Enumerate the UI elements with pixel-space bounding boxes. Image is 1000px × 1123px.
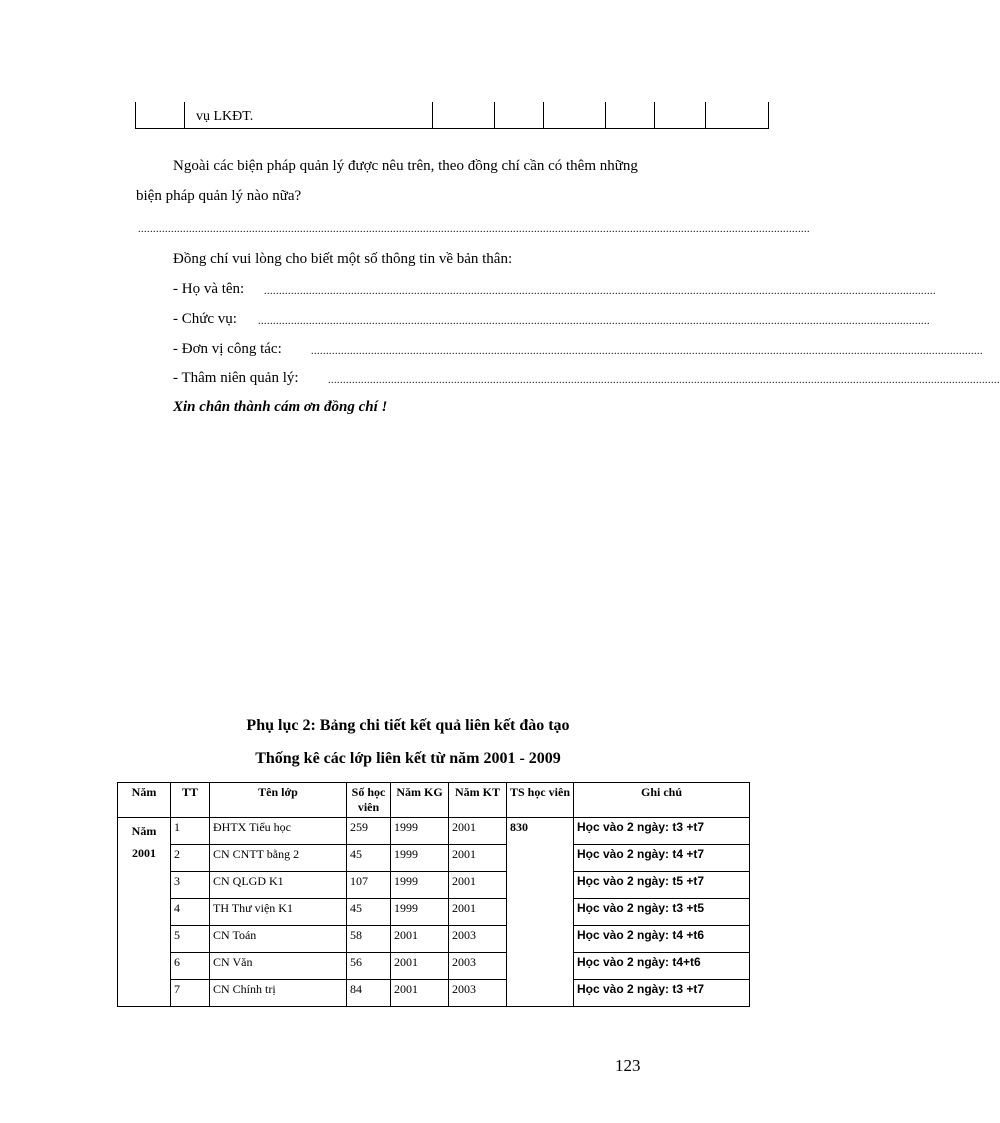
class-name-cell: CN Văn <box>210 953 347 980</box>
table-row <box>118 872 750 899</box>
note-cell: Học vào 2 ngày: t5 +t7 <box>574 872 750 899</box>
column-divider <box>432 102 433 128</box>
start-year-cell: 2001 <box>391 953 449 980</box>
start-year-cell: 1999 <box>391 845 449 872</box>
tt-cell: 3 <box>171 872 210 899</box>
students-cell: 45 <box>347 899 391 926</box>
header-total: TS học viên <box>507 783 574 818</box>
question-line-1: Ngoài các biện pháp quản lý được nêu trên, theo đồng chí cần có thêm những <box>173 158 638 174</box>
appendix-title: Phụ lục 2: Bảng chi tiết kết quả liên kết đào tạo <box>246 717 570 734</box>
appendix-subtitle: Thống kê các lớp liên kết từ năm 2001 - 2009 <box>255 750 561 767</box>
tt-cell: 1 <box>171 818 210 845</box>
header-note: Ghi chú <box>574 783 750 818</box>
note-cell: Học vào 2 ngày: t4 +t6 <box>574 926 750 953</box>
table-row <box>118 818 750 845</box>
students-cell: 84 <box>347 980 391 1007</box>
class-name-cell: CN CNTT bằng 2 <box>210 845 347 872</box>
question-line-2: biện pháp quản lý nào nữa? <box>136 188 302 204</box>
header-class-name: Tên lớp <box>210 783 347 818</box>
class-name-cell: CN Toán <box>210 926 347 953</box>
end-year-cell: 2003 <box>449 953 507 980</box>
unit-dotted-line: ................................................................................................................................................................................................................................ <box>311 346 983 357</box>
students-cell: 58 <box>347 926 391 953</box>
training-classes-table <box>117 782 750 1007</box>
column-divider <box>654 102 655 128</box>
end-year-cell: 2001 <box>449 872 507 899</box>
table-fragment-top <box>135 102 769 129</box>
students-cell: 107 <box>347 872 391 899</box>
table-row <box>118 845 750 872</box>
end-year-cell: 2001 <box>449 845 507 872</box>
note-cell: Học vào 2 ngày: t4+t6 <box>574 953 750 980</box>
total-students-cell: 830 <box>507 818 574 1007</box>
start-year-cell: 1999 <box>391 818 449 845</box>
class-name-cell: ĐHTX Tiểu học <box>210 818 347 845</box>
tt-cell: 7 <box>171 980 210 1007</box>
seniority-label: - Thâm niên quản lý: <box>173 370 299 386</box>
table-row <box>118 926 750 953</box>
header-start-year: Năm KG <box>391 783 449 818</box>
table-cell-text: vụ LKĐT. <box>196 109 254 124</box>
students-cell: 259 <box>347 818 391 845</box>
class-name-cell: CN Chính trị <box>210 980 347 1007</box>
position-dotted-line: ................................................................................................................................................................................................................................ <box>258 316 930 327</box>
start-year-cell: 1999 <box>391 899 449 926</box>
personal-info-intro: Đồng chí vui lòng cho biết một số thông tin về bản thân: <box>173 251 513 267</box>
tt-cell: 4 <box>171 899 210 926</box>
column-divider <box>705 102 706 128</box>
note-cell: Học vào 2 ngày: t3 +t5 <box>574 899 750 926</box>
note-cell: Học vào 2 ngày: t3 +t7 <box>574 818 750 845</box>
header-year: Năm <box>118 783 171 818</box>
header-end-year: Năm KT <box>449 783 507 818</box>
class-name-cell: CN QLGD K1 <box>210 872 347 899</box>
start-year-cell: 1999 <box>391 872 449 899</box>
seniority-dotted-line: ................................................................................................................................................................................................................................ <box>328 375 1000 386</box>
students-cell: 56 <box>347 953 391 980</box>
table-row <box>118 953 750 980</box>
position-label: - Chức vụ: <box>173 311 237 327</box>
unit-label: - Đơn vị công tác: <box>173 341 282 357</box>
answer-dotted-line: ................................................................................................................................................................................................................................ <box>138 224 810 235</box>
end-year-cell: 2003 <box>449 980 507 1007</box>
start-year-cell: 2001 <box>391 980 449 1007</box>
name-label: - Họ và tên: <box>173 281 245 297</box>
start-year-cell: 2001 <box>391 926 449 953</box>
header-tt: TT <box>171 783 210 818</box>
end-year-cell: 2001 <box>449 899 507 926</box>
tt-cell: 2 <box>171 845 210 872</box>
table-row <box>118 980 750 1007</box>
column-divider <box>494 102 495 128</box>
name-dotted-line: ................................................................................................................................................................................................................................ <box>264 286 936 297</box>
header-students: Số học viên <box>347 783 391 818</box>
class-name-cell: TH Thư viện K1 <box>210 899 347 926</box>
tt-cell: 5 <box>171 926 210 953</box>
end-year-cell: 2001 <box>449 818 507 845</box>
year-group-cell: Năm 2001 <box>118 818 171 1007</box>
column-divider <box>543 102 544 128</box>
note-cell: Học vào 2 ngày: t4 +t7 <box>574 845 750 872</box>
note-cell: Học vào 2 ngày: t3 +t7 <box>574 980 750 1007</box>
table-header-row <box>118 783 750 818</box>
tt-cell: 6 <box>171 953 210 980</box>
page-number: 123 <box>615 1056 641 1075</box>
column-divider <box>184 102 185 128</box>
end-year-cell: 2003 <box>449 926 507 953</box>
thank-you-note: Xin chân thành cám ơn đồng chí ! <box>173 399 388 415</box>
students-cell: 45 <box>347 845 391 872</box>
column-divider <box>605 102 606 128</box>
table-row <box>118 899 750 926</box>
